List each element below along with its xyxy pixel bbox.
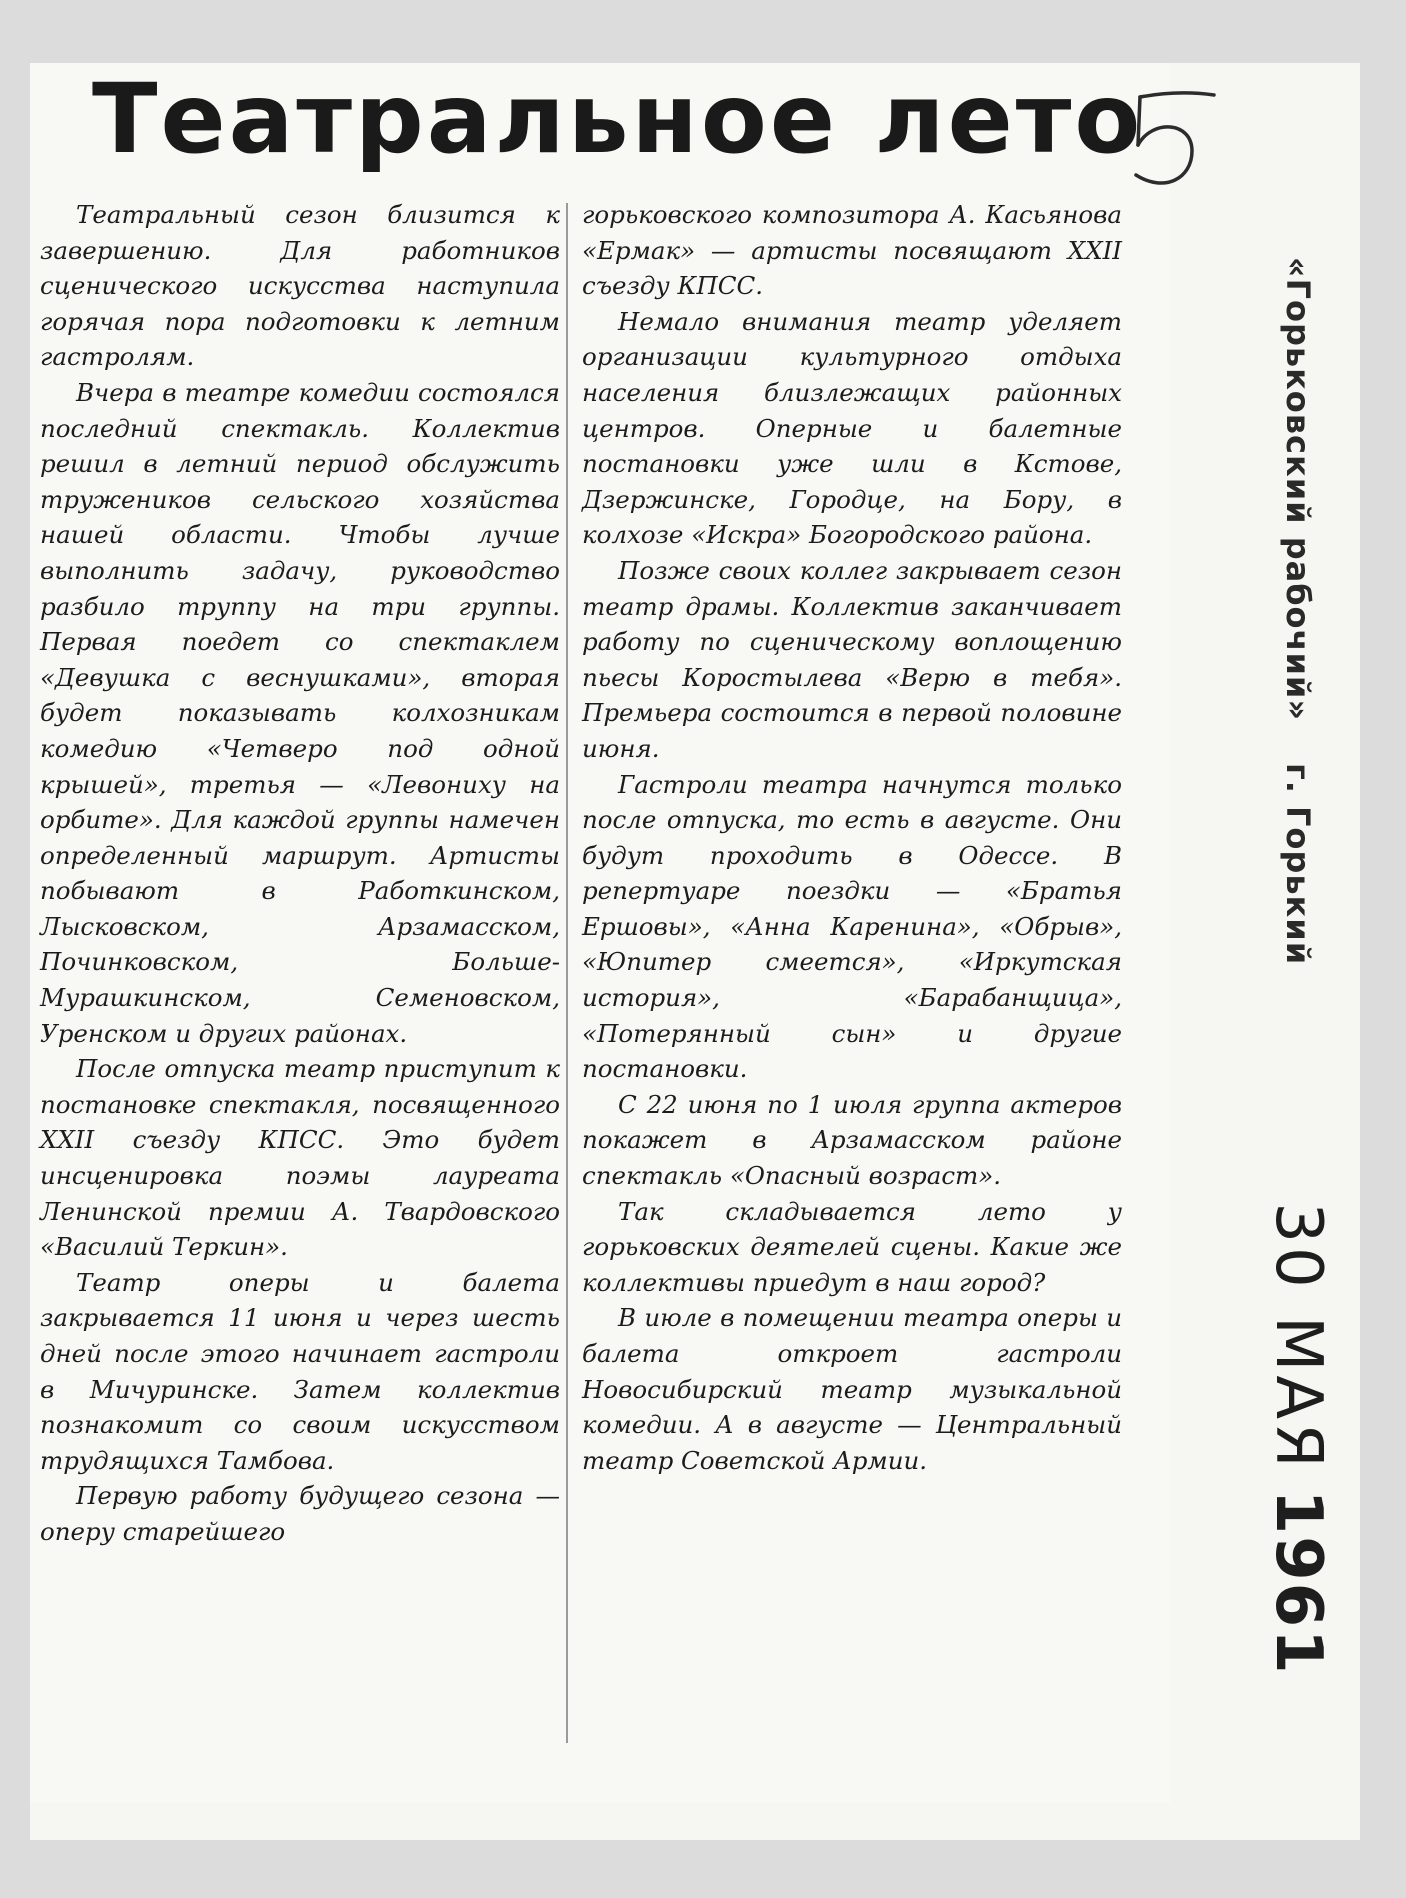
- source-stamp: [1279, 257, 1317, 965]
- column-divider: [566, 203, 568, 1743]
- handwritten-number: [1122, 89, 1222, 199]
- headline: Театральное лето: [92, 63, 1144, 175]
- paragraph: горьковского композитора А. Касьянова «Ермак» — артисты посвящают XXII съезду КПСС.: [582, 200, 1122, 301]
- left-column: [40, 197, 560, 1550]
- paragraph: Так складывается лето у горьковских деятелей сцены. Какие же коллективы приедут в наш город?: [582, 1196, 1122, 1297]
- date-day-month: 30 МАЯ: [1261, 1202, 1335, 1472]
- newspaper-clipping: [30, 63, 1170, 1803]
- date-year: 1961: [1261, 1489, 1335, 1676]
- newspaper-name: «Горьковский рабочий»: [1279, 256, 1317, 722]
- paragraph: Первую работу будущего сезона — оперу старейшего: [40, 1481, 560, 1546]
- city-name: г. Горький: [1279, 763, 1317, 966]
- paragraph: После отпуска театр приступит к постановке спектакля, посвященного XXII съезду КПСС. Это будет инсценировка поэмы лауреата Ленинской премии А. Твардовского «Василий Теркин».: [40, 1054, 560, 1262]
- paragraph: Немало внимания театр уделяет организации культурного отдыха населения близлежащих районных центров. Оперные и балетные постановки уже шли в Кстове, Дзержинске, Городце, на Бору, в колхозе «Искра» Богородского района.: [582, 306, 1122, 550]
- paragraph: В июле в помещении театра оперы и балета откроет гастроли Новосибирский театр музыкальной комедии. А в августе — Центральный театр Советской Армии.: [582, 1303, 1122, 1475]
- paragraph: Театральный сезон близится к завершению. Для работников сценического искусства наступила горячая пора подготовки к летним гастролям.: [40, 200, 560, 372]
- right-column: [582, 197, 1122, 1478]
- paragraph: Вчера в театре комедии состоялся последний спектакль. Коллектив решил в летний период обслужить тружеников сельского хозяйства нашей области. Чтобы лучше выполнить задачу, руководство разбило труппу на три группы. Первая поедет со спектаклем «Девушка с веснушками», вторая будет показывать колхозникам комедию «Четверо под одной крышей», третья — «Левониху на орбите». Для каждой группы намечен определенный маршрут. Артисты побывают в Работкинском, Лысковском, Арзамасском, Починковском, Больше-Мурашкинском, Семеновском, Уренском и других районах.: [40, 377, 560, 1048]
- paragraph: Театр оперы и балета закрывается 11 июня и через шесть дней после этого начинает гастроли в Мичуринске. Затем коллектив познакомит со своим искусством трудящихся Тамбова.: [40, 1267, 560, 1475]
- date-stamp: [1261, 1202, 1335, 1675]
- paragraph: Гастроли театра начнутся только после отпуска, то есть в августе. Они будут проходить в Одессе. В репертуаре поездки — «Братья Ершовы», «Анна Каренина», «Обрыв», «Юпитер смеется», «Иркутская история», «Барабанщица», «Потерянный сын» и другие постановки.: [582, 769, 1122, 1084]
- paragraph: Позже своих коллег закрывает сезон театр драмы. Коллектив заканчивает работу по сценическому воплощению пьесы Коростылева «Верю в тебя». Премьера состоится в первой половине июня.: [582, 555, 1122, 763]
- paragraph: С 22 июня по 1 июля группа актеров покажет в Арзамасском районе спектакль «Опасный возраст».: [582, 1089, 1122, 1191]
- archive-card: [30, 63, 1360, 1840]
